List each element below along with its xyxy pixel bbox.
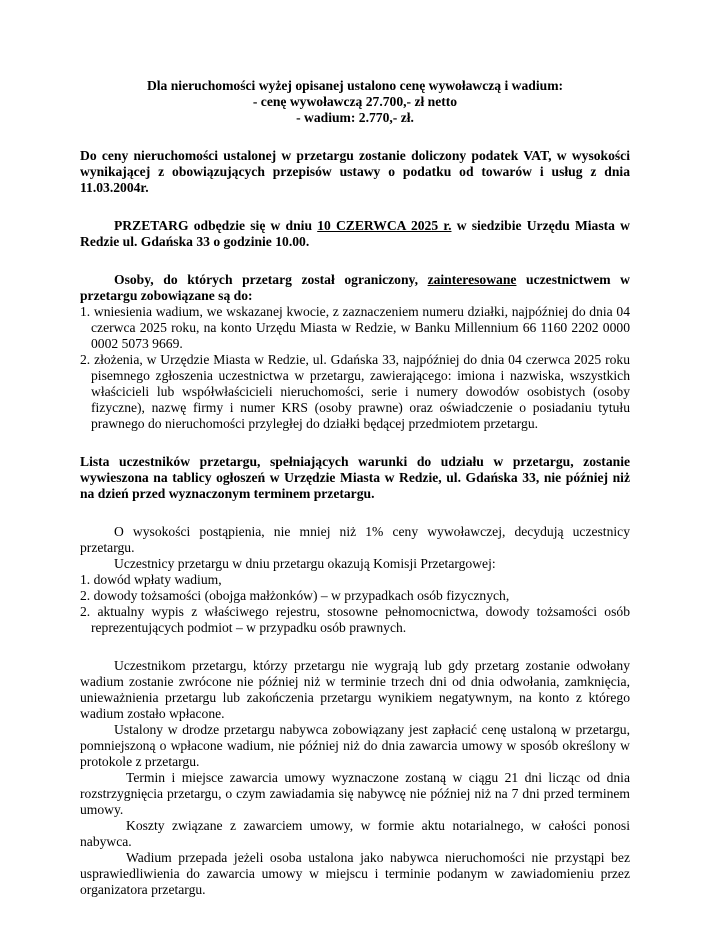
list-item: 1. dowód wpłaty wadium,: [80, 572, 222, 587]
list-item: 1. wniesienia wadium, we wskazanej kwocie, z zaznaczeniem numeru działki, najpóźniej do dnia 04 czerwca 2025 roku, na konto Urzędu Miasta w Redzie, w Banku Millennium 66 1160 2202 0000 0002 5073 9669.: [80, 304, 630, 351]
vat-notice: Do ceny nieruchomości ustalonej w przetargu zostanie doliczony podatek VAT, w wysokości wynikającej z obowiązujących przepisów ustawy o podatku od towarów i usług z dnia 11.03.2004r.: [80, 148, 630, 195]
deposit-amount: - wadium: 2.770,- zł.: [296, 110, 414, 125]
tender-date-paragraph: [80, 218, 630, 250]
documents-list: [80, 572, 630, 636]
deposit-forfeit-paragraph: Wadium przepada jeżeli osoba ustalona jako nabywca nieruchomości nie przystąpi bez usprawiedliwienia do zawarcia umowy w miejscu i terminie podanym w zawiadomieniu przez organizatora przetargu.: [80, 850, 630, 897]
obligations-text-1: Osoby, do których przetarg został ograniczony,: [114, 272, 428, 287]
obligations-underlined: zainteresowane: [427, 272, 517, 287]
tender-text-2: w siedzibie Urzędu Miasta w Redzie ul. Gdańska 33 o godzinie 10.00.: [80, 218, 630, 249]
payment-paragraph: Ustalony w drodze przetargu nabywca zobowiązany jest zapłacić cenę ustaloną w przetargu, pomniejszoną o wpłacone wadium, nie później niż do dnia zawarcia umowy w sposób określony w protokole z przetargu.: [80, 722, 630, 769]
participants-list-notice: Lista uczestników przetargu, spełniających warunki do udziału w przetargu, zostanie wywieszona na tablicy ogłoszeń w Urzędzie Miasta w Redzie, ul. Gdańska 33, nie później niż na dzień przed wyznaczonym terminem przetargu.: [80, 454, 630, 501]
price-heading: Dla nieruchomości wyżej opisanej ustalono cenę wywoławczą i wadium:: [146, 78, 564, 93]
tender-text-1: odbędzie się w dniu: [188, 218, 318, 233]
list-item: 2. aktualny wypis z właściwego rejestru, stosowne pełnomocnictwa, dowody tożsamości osób reprezentujących podmiot – w przypadku osób prawnych.: [80, 604, 630, 635]
deposit-return-paragraph: Uczestnikom przetargu, którzy przetargu nie wygrają lub gdy przetarg zostanie odwołany wadium zostanie zwrócone nie później niż w terminie trzech dni od dnia odwołania, zamknięcia, unieważnienia przetargu lub zakończenia przetargu wynikiem negatywnym, na konto z którego wadium zostało wpłacone.: [80, 658, 630, 721]
tender-date: 10 CZERWCA 2025 r.: [317, 218, 452, 233]
obligations-text-2: uczestnictwem w przetargu zobowiązane są do:: [80, 272, 630, 303]
documents-intro: Uczestnicy przetargu w dniu przetargu okazują Komisji Przetargowej:: [114, 556, 496, 571]
obligations-list: [80, 304, 630, 432]
costs-paragraph: Koszty związane z zawarciem umowy, w formie aktu notarialnego, w całości ponosi nabywca.: [80, 818, 630, 849]
list-item: 2. dowody tożsamości (obojga małżonków) – w przypadkach osób fizycznych,: [80, 588, 510, 603]
document-page: [80, 78, 630, 898]
agreement-date-paragraph: Termin i miejsce zawarcia umowy wyznaczone zostaną w ciągu 21 dni licząc od dnia rozstrzygnięcia przetargu, o czym zawiadamia się nabywcę nie później niż na 7 dni przed terminem umowy.: [80, 770, 630, 817]
participants-obligations-intro: [80, 272, 630, 304]
list-item: 2. złożenia, w Urzędzie Miasta w Redzie, ul. Gdańska 33, najpóźniej do dnia 04 czerwca 2025 roku pisemnego zgłoszenia uczestnictwa w przetargu, zawierającego: imiona i nazwiska, wszystkich właścicieli lub współwłaścicieli nieruchomości, serie i numery dowodów osobistych (osoby fizyczne), nazwę firmy i numer KRS (osoby prawne) oraz oświadczenie o posiadaniu tytułu prawnego do nieruchomości przyległej do działki będącej przedmiotem przetargu.: [80, 352, 630, 431]
starting-price: - cenę wywoławczą 27.700,- zł netto: [252, 94, 458, 109]
tender-word: PRZETARG: [114, 218, 189, 233]
bid-increment-paragraph: O wysokości postąpienia, nie mniej niż 1% ceny wywoławczej, decydują uczestnicy przetargu.: [80, 524, 630, 555]
